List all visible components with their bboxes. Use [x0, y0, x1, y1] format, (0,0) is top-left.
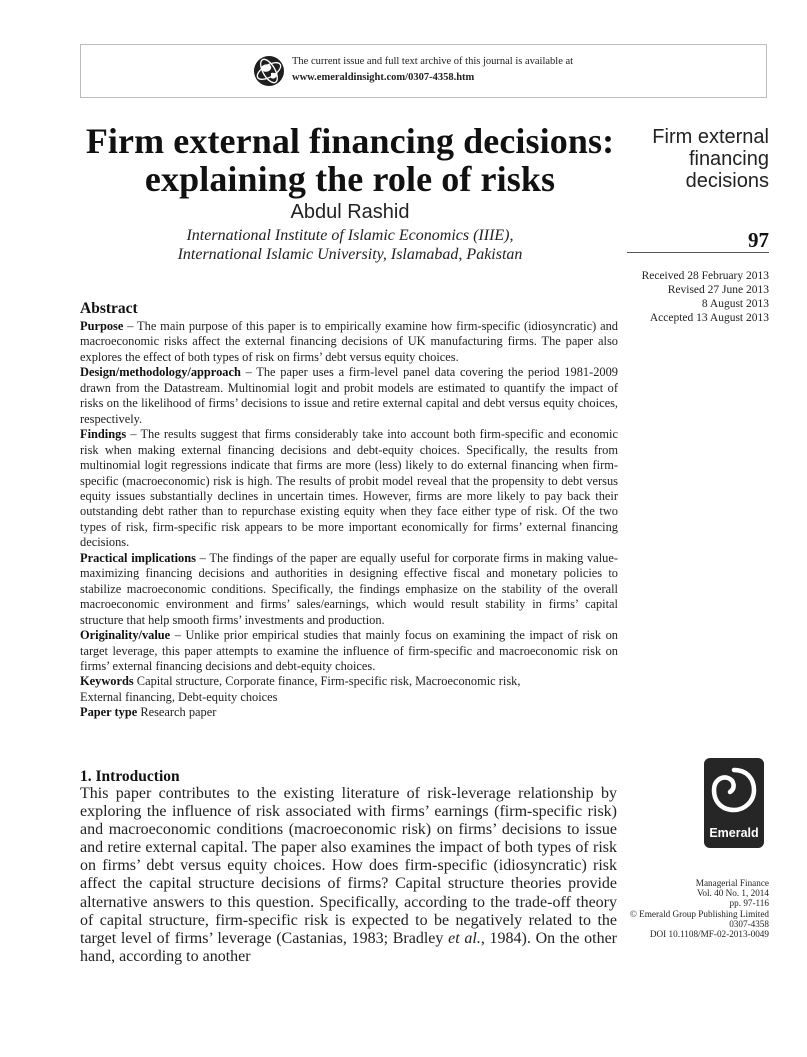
- title-line-1: Firm external financing decisions:: [85, 121, 615, 161]
- running-head-line: decisions: [685, 170, 769, 192]
- journal-url-link[interactable]: www.emeraldinsight.com/0307-4358.htm: [292, 72, 475, 83]
- keywords-text: Capital structure, Corporate finance, Firm-specific risk, Macroeconomic risk,: [133, 674, 521, 689]
- globe-logo-icon: [253, 55, 285, 87]
- practical-label: Practical implications: [80, 550, 196, 565]
- journal-info: [600, 878, 769, 939]
- design-text: – The paper uses a firm-level panel data covering the period 1981-2009 drawn from the Datastream. Multinomial logit and probit models are estimated to quantify the impact of risks on the likelihood of firms’ decisions to issue and retire external capital and debt versus equity choices, respectively.: [80, 365, 618, 426]
- abstract-body: [80, 319, 618, 721]
- margin-divider: [627, 252, 769, 253]
- banner-text: The current issue and full text archive of this journal is available at: [292, 56, 574, 67]
- history-line: 8 August 2013: [701, 298, 769, 310]
- affiliation-line-1: International Institute of Islamic Economics (IIIE),: [186, 227, 514, 244]
- running-head: [600, 126, 769, 192]
- introduction-heading: 1. Introduction: [80, 768, 180, 785]
- abstract-purpose: [80, 319, 618, 365]
- history-line: Revised 27 June 2013: [667, 284, 769, 296]
- abstract-design: [80, 365, 618, 427]
- originality-text: – Unlike prior empirical studies that mainly focus on examining the impact of risk on target leverage, this paper attempts to examine the influence of firm-specific and macroeconomic risk on firms’ external financing decisions and debt-equity choices.: [80, 628, 618, 673]
- practical-text: – The findings of the paper are equally useful for corporate firms in making value-maximizing financing decisions and authorities in designing effective fiscal and monetary policies to stabilize macroeconomic conditions. Specifically, the findings emphasize on the stability of the overall macroeconomic environment and firms’ sales/earnings, which would result stability in firms’ capital structure that help smooth firms’ investments and production.: [80, 550, 619, 627]
- journal-line: DOI 10.1108/MF-02-2013-0049: [649, 929, 769, 940]
- journal-line: © Emerald Group Publishing Limited: [629, 908, 769, 919]
- journal-line: Vol. 40 No. 1, 2014: [696, 888, 769, 899]
- abstract-keywords: [80, 674, 618, 705]
- history-line: Accepted 13 August 2013: [649, 312, 769, 324]
- emerald-swirl-icon: [704, 758, 764, 824]
- affiliation-line-2: International Islamic University, Islamabad, Pakistan: [177, 246, 523, 263]
- page-number: 97: [748, 228, 769, 252]
- abstract-heading: Abstract: [80, 300, 138, 317]
- article-title: [60, 122, 640, 198]
- introduction-body: [80, 785, 617, 966]
- author-name: Abdul Rashid: [290, 201, 410, 223]
- running-head-line: financing: [688, 148, 769, 170]
- paper-type-text: Research paper: [137, 705, 217, 720]
- emerald-logo-text: Emerald: [709, 826, 759, 840]
- archive-banner: [80, 44, 767, 98]
- keywords-label: Keywords: [80, 674, 134, 689]
- publication-history: [600, 269, 769, 325]
- abstract-practical: [80, 551, 618, 628]
- abstract-originality: [80, 628, 618, 674]
- running-head-line: Firm external: [652, 126, 769, 148]
- keywords-text-2: External financing, Debt-equity choices: [80, 689, 278, 704]
- intro-text: This paper contributes to the existing literature of risk-leverage relationship by exploring the influence of risk associated with firms’ earnings (firm-specific risk) and macroeconomic conditions (macroeconomic risk) on firms’ decisions to issue and retire external capital. The paper also examines the impact of both types of risk on firms’ debt versus equity choices. How does firm-specific (idiosyncratic) risk affect the capital structure decisions of firms? Capital structure theories provide alternative answers to this question. Specifically, according to the trade-off theory of capital structure, firm-specific risk is expected to be negatively related to the target level of firms’ leverage (Castanias, 1983; Bradley: [80, 785, 617, 947]
- paper-type-label: Paper type: [80, 705, 138, 720]
- journal-line: pp. 97-116: [729, 898, 769, 909]
- intro-italic: et al.: [448, 929, 481, 947]
- abstract-paper-type: [80, 705, 618, 720]
- journal-line: Managerial Finance: [695, 878, 769, 888]
- author-affiliation: [60, 226, 640, 264]
- purpose-text: – The main purpose of this paper is to empirically examine how firm-specific (idiosyncratic) and macroeconomic risks affect the external financing decisions of UK manufacturing firms. The paper also explores the effect of both types of risk on firms’ debt versus equity choices.: [80, 319, 618, 364]
- findings-label: Findings: [80, 427, 127, 442]
- purpose-label: Purpose: [80, 319, 124, 333]
- design-label: Design/methodology/approach: [80, 365, 241, 380]
- journal-line: 0307-4358: [729, 918, 769, 929]
- findings-text: – The results suggest that firms considerably take into account both firm-specific and economic risk when making external financing decisions and debt-equity choices. Specifically, the results from multinomial logit regressions indicate that firms are more (less) likely to do external financing when firm-specific (macroeconomic) risk is high. The results of probit model reveal that the propensity to debt versus equity issues substantially declines in uncertain times. However, firms are more likely to pay back their outstanding debt rather than to repurchase existing equity when they face either type of risk. Of the two types of risk, firm-specific risk appears to be more important economically for firms’ external financing decisions.: [80, 427, 618, 550]
- intro-text-end: , 1984). On the other hand, according to another: [80, 929, 618, 965]
- abstract-findings: [80, 427, 618, 551]
- introduction-paragraph: [80, 785, 617, 966]
- title-line-2: explaining the role of risks: [144, 159, 556, 199]
- originality-label: Originality/value: [80, 628, 171, 643]
- history-line: Received 28 February 2013: [641, 270, 769, 282]
